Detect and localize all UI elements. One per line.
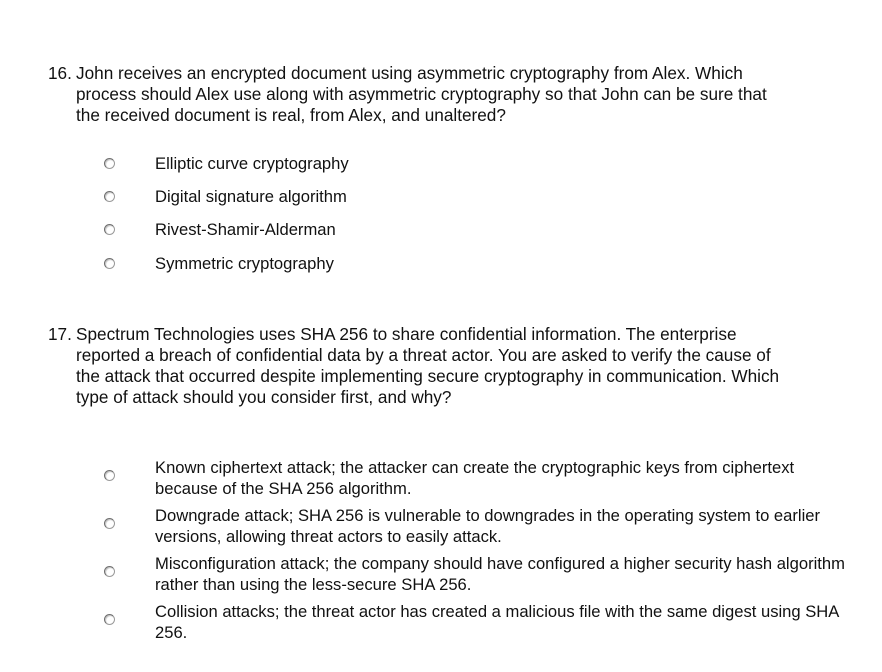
option-label[interactable]: Downgrade attack; SHA 256 is vulnerable to downgrades in the operating system to earlier versions, allowing threat actors to easily attack. [155, 506, 821, 546]
radio-button[interactable] [104, 518, 115, 529]
option-label[interactable]: Rivest-Shamir-Alderman [155, 220, 336, 239]
option-label[interactable]: Symmetric cryptography [155, 254, 334, 273]
radio-button[interactable] [104, 614, 115, 625]
question-text: John receives an encrypted document using asymmetric cryptography from Alex. Which process should Alex use along with asymmetric cryptography so that John can be sure that the received document is real, from Alex, and unaltered? [76, 63, 767, 125]
question-text: Spectrum Technologies uses SHA 256 to share confidential information. The enterprise reported a breach of confidential data by a threat actor. You are asked to verify the cause of the attack that occurred despite implementing secure cryptography in communication. Which type of attack should you consider first, and why? [76, 324, 780, 407]
question-16-header [48, 63, 848, 126]
question-number: 17. [48, 324, 72, 344]
radio-button[interactable] [104, 258, 115, 269]
question-17-header [48, 324, 848, 408]
radio-button[interactable] [104, 566, 115, 577]
option-label[interactable]: Misconfiguration attack; the company should have configured a higher security hash algorithm rather than using the less-secure SHA 256. [155, 554, 845, 594]
option-label[interactable]: Collision attacks; the threat actor has created a malicious file with the same digest using SHA 256. [155, 602, 839, 642]
question-17 [48, 324, 848, 408]
radio-button[interactable] [104, 158, 115, 169]
radio-button[interactable] [104, 191, 115, 202]
question-16 [48, 63, 848, 126]
option-label[interactable]: Elliptic curve cryptography [155, 154, 349, 173]
option-label[interactable]: Digital signature algorithm [155, 187, 347, 206]
option-label[interactable]: Known ciphertext attack; the attacker can create the cryptographic keys from ciphertext because of the SHA 256 algorithm. [155, 458, 795, 498]
radio-button[interactable] [104, 224, 115, 235]
radio-button[interactable] [104, 470, 115, 481]
question-number: 16. [48, 63, 72, 83]
